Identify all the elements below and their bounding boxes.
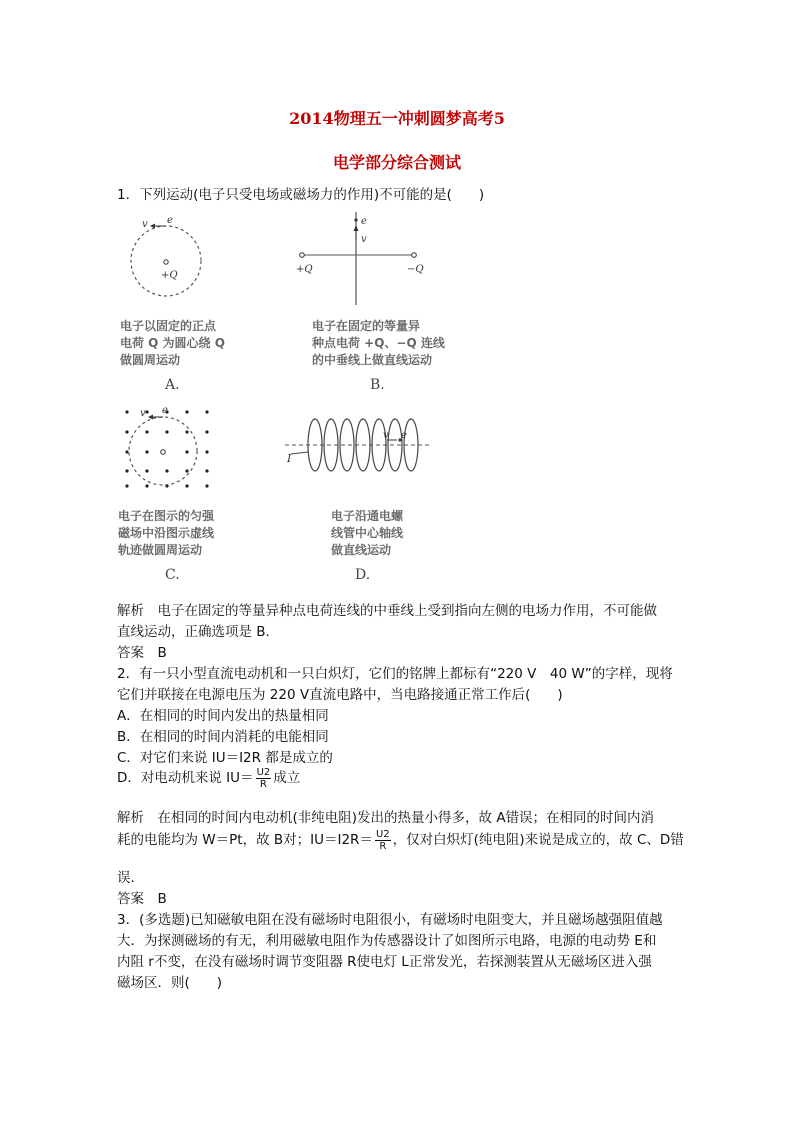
q2-analysis-line1: 解析 在相同的时间内电动机(非纯电阻)发出的热量小得多，故 A错误；在相同的时间内消 <box>117 810 655 826</box>
q3-stem-line3: 内阻 r不变，在没有磁场时调节变阻器 R使电灯 L正常发光，若探测装置从无磁场区进入强 <box>117 954 652 970</box>
q2-analysis-line3: 误． <box>117 870 144 886</box>
fig-d-i-label: I <box>287 452 292 465</box>
q3-stem-line4: 磁场区．则( ) <box>117 975 223 991</box>
q3-stem-line2: 大．为探测磁场的有无，利用磁敏电阻作为传感器设计了如图所示电路，电源的电动势 E和 <box>117 933 657 949</box>
q2-stem-line1: 2．有一只小型直流电动机和一只白炽灯，它们的铭牌上都标有“220 V 40 W”的字样，现将 <box>117 666 673 682</box>
fig-a-q-label: +Q <box>161 270 178 281</box>
figure-c-letter: C. <box>165 567 180 583</box>
figure-a-diagram <box>120 210 220 300</box>
q2-option-c: C．对它们来说 IU＝I2R 都是成立的 <box>117 750 333 766</box>
fig-c-e-label: e <box>162 405 168 416</box>
q2-analysis-line2: 耗的电能均为 W＝Pt，故 B对；IU＝I2R＝ $\frac{U2}{R}$ ，仅对白炽灯(纯电阻)来说是成立的，故 C、D错 <box>117 828 684 852</box>
page-subtitle: 电学部分综合测试 <box>332 153 461 172</box>
q1-analysis-line1: 解析 电子在固定的等量异种点电荷连线的中垂线上受到指向左侧的电场力作用，不可能做 <box>117 603 657 619</box>
q2-option-b: B．在相同的时间内消耗的电能相同 <box>117 729 329 745</box>
fraction: $\frac{U2}{R}$ <box>256 766 271 790</box>
q3-stem-line1: 3．(多选题)已知磁敏电阻在没有磁场时电阻很小，有磁场时电阻变大，并且磁场越强阻值越 <box>117 912 663 928</box>
fig-b-qm-label: −Q <box>407 264 424 275</box>
figure-b-letter: B. <box>370 377 385 393</box>
figure-b-caption: 电子在固定的等量异 种点电荷 +Q、−Q 连线 的中垂线上做直线运动 <box>312 319 445 367</box>
figure-d-caption: 电子沿通电螺 线管中心轴线 做直线运动 <box>331 509 404 557</box>
q2-answer: 答案 B <box>117 891 167 907</box>
q2-option-a: A．在相同的时间内发出的热量相同 <box>117 708 329 724</box>
fig-d-e-label: e <box>401 430 407 441</box>
figure-a-caption: 电子以固定的正点 电荷 Q 为圆心绕 Q 做圆周运动 <box>120 319 225 367</box>
fig-b-qp-label: +Q <box>296 264 313 275</box>
fig-a-v-label: v <box>142 219 148 230</box>
fig-c-v-label: v <box>140 408 146 419</box>
figure-c-diagram <box>118 405 218 495</box>
q2-option-d: D．对电动机来说 IU＝ $\frac{U2}{R}$ 成立 <box>117 766 301 790</box>
figure-b-diagram <box>290 210 440 310</box>
fig-a-e-label: e <box>167 215 173 226</box>
figure-a-letter: A. <box>165 377 180 393</box>
q1-analysis-line2: 直线运动，正确选项是 B. <box>117 624 270 640</box>
fig-b-v-label: v <box>361 234 367 245</box>
figure-d-diagram <box>283 412 433 477</box>
fraction: $\frac{U2}{R}$ <box>375 828 390 852</box>
q1-answer: 答案 B <box>117 645 167 661</box>
figure-c-caption: 电子在图示的匀强 磁场中沿图示虚线 轨迹做圆周运动 <box>118 509 215 557</box>
fig-d-v-label: v <box>383 430 389 441</box>
page-title: 2014物理五一冲刺圆梦高考5 <box>289 109 505 128</box>
fig-b-e-label: e <box>361 216 367 227</box>
q2-stem-line2: 它们并联接在电源电压为 220 V直流电路中，当电路接通正常工作后( ) <box>117 687 563 703</box>
q1-stem: 1．下列运动(电子只受电场或磁场力的作用)不可能的是( ) <box>117 187 485 203</box>
figure-d-letter: D. <box>355 567 371 583</box>
